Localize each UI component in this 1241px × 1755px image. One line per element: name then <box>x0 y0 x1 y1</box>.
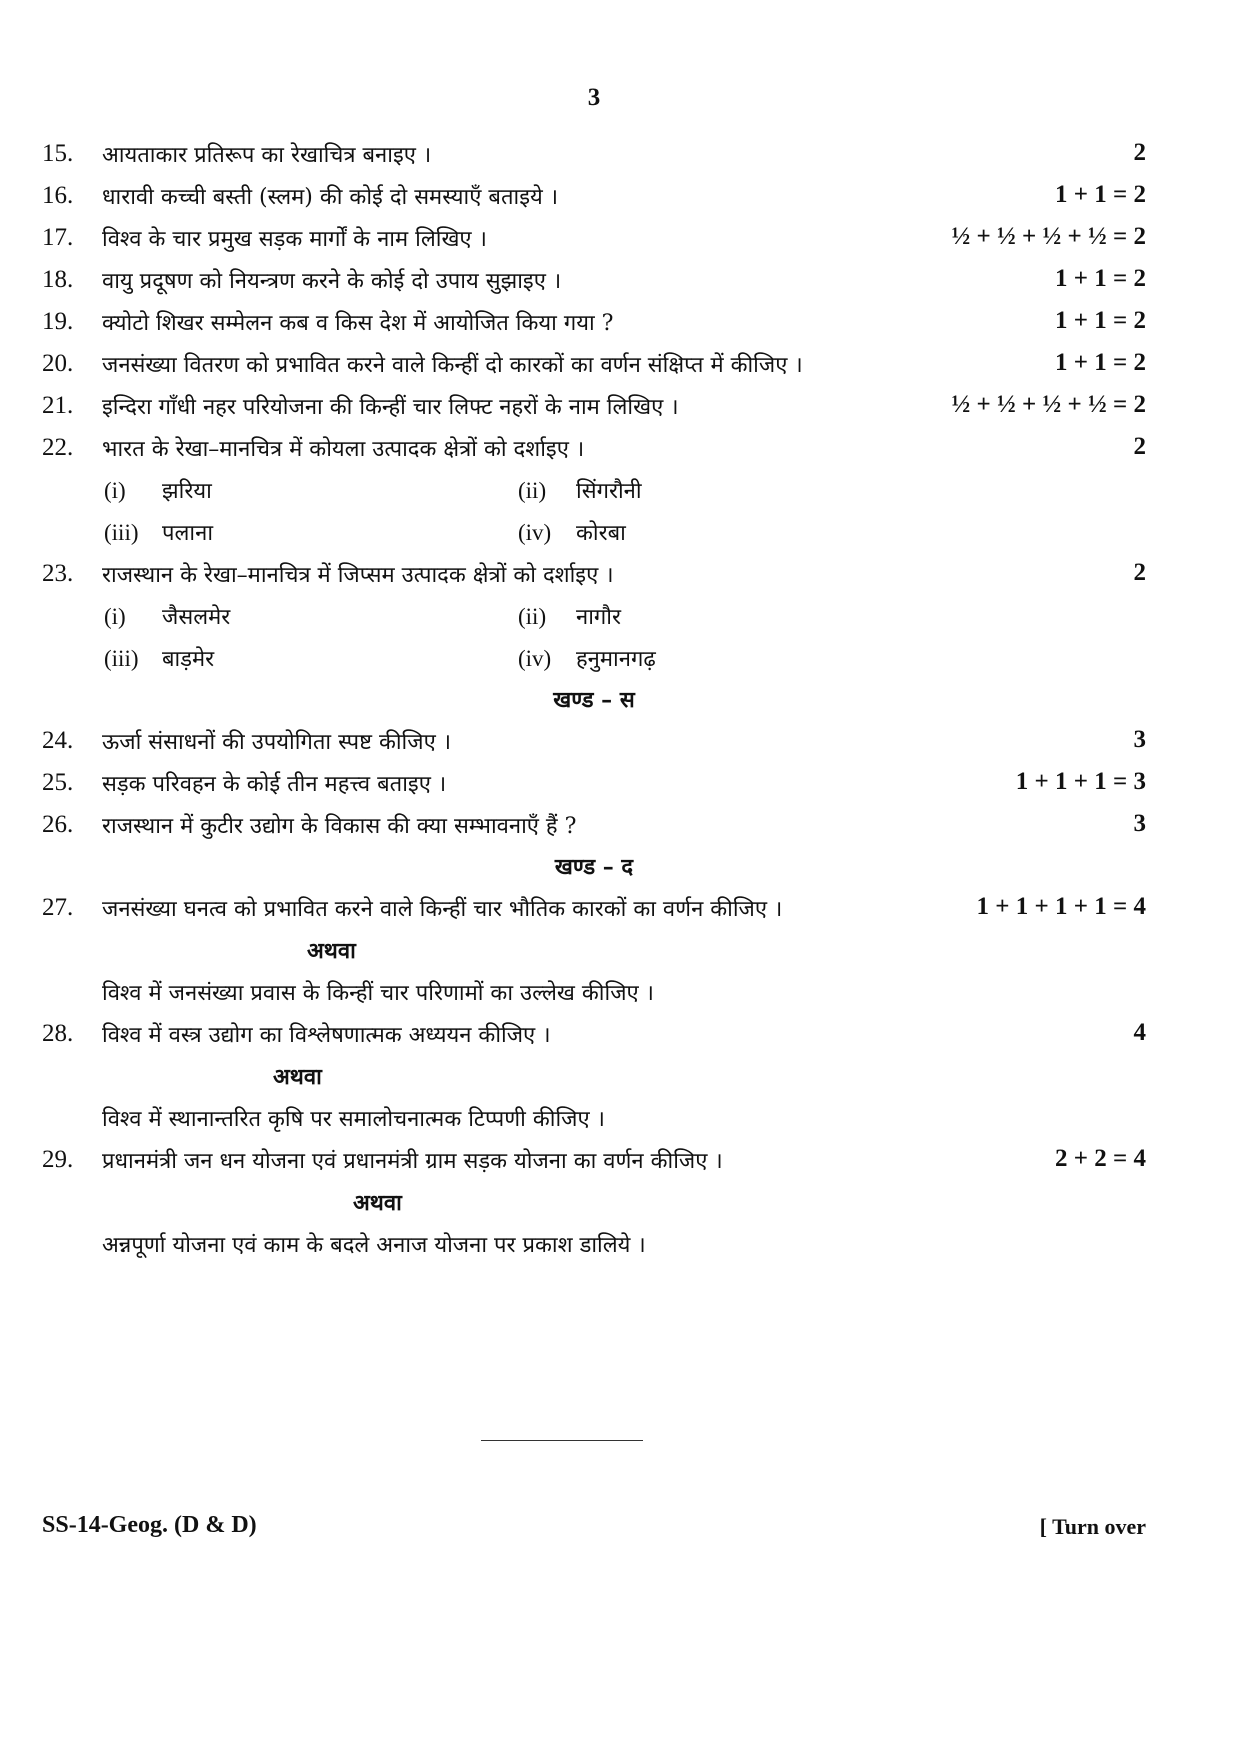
option-text: सिंगरौनी <box>576 479 642 504</box>
question-number: 28. <box>42 1020 74 1047</box>
option-number: (iii) <box>104 646 139 671</box>
option-item <box>104 643 214 673</box>
question-marks: 1 + 1 + 1 = 3 <box>1015 768 1146 795</box>
question-15 <box>0 132 1241 172</box>
options-row <box>0 510 1241 550</box>
option-item <box>104 475 212 505</box>
page-number: 3 <box>587 84 601 111</box>
question-number: 24. <box>42 727 74 754</box>
question-marks: ½ + ½ + ½ + ½ = 2 <box>951 223 1146 250</box>
option-text: बाड़मेर <box>162 647 215 672</box>
option-number: (ii) <box>518 604 547 629</box>
option-text: नागौर <box>576 605 621 630</box>
question-number: 27. <box>42 894 74 921</box>
question-text: प्रधानमंत्री जन धन योजना एवं प्रधानमंत्री ग्राम सड़क योजना का वर्णन कीजिए । <box>102 1149 723 1174</box>
option-number: (i) <box>104 478 126 503</box>
alternative-question: विश्व में स्थानान्तरित कृषि पर समालोचनात्मक टिप्पणी कीजिए । <box>102 1107 605 1132</box>
question-25 <box>0 761 1241 801</box>
question-marks: 1 + 1 + 1 + 1 = 4 <box>976 893 1146 920</box>
option-item <box>104 517 213 547</box>
question-marks: 3 <box>1133 726 1146 753</box>
question-number: 15. <box>42 140 74 167</box>
question-22 <box>0 426 1241 466</box>
question-number: 18. <box>42 266 74 293</box>
question-text: राजस्थान के रेखा–मानचित्र में जिप्सम उत्पादक क्षेत्रों को दर्शाइए । <box>102 563 614 588</box>
question-28 <box>0 1012 1241 1052</box>
question-marks: 1 + 1 = 2 <box>1055 349 1146 376</box>
question-number: 19. <box>42 308 74 335</box>
question-text: जनसंख्या घनत्व को प्रभावित करने वाले किन्हीं चार भौतिक कारकों का वर्णन कीजिए । <box>102 897 783 922</box>
question-marks: 2 <box>1133 139 1146 166</box>
question-number: 26. <box>42 811 74 838</box>
question-20 <box>0 342 1241 382</box>
question-text: जनसंख्या वितरण को प्रभावित करने वाले किन्हीं दो कारकों का वर्णन संक्षिप्त में कीजिए । <box>102 353 803 378</box>
paper-code: SS-14-Geog. (D & D) <box>42 1512 257 1538</box>
option-text: जैसलमेर <box>162 605 231 630</box>
option-number: (i) <box>104 604 126 629</box>
question-text: वायु प्रदूषण को नियन्त्रण करने के कोई दो उपाय सुझाइए । <box>102 269 562 294</box>
alternative-question: अन्नपूर्णा योजना एवं काम के बदले अनाज योजना पर प्रकाश डालिये । <box>102 1233 646 1258</box>
question-number: 23. <box>42 560 74 587</box>
question-marks: ½ + ½ + ½ + ½ = 2 <box>951 391 1146 418</box>
option-item <box>104 601 230 631</box>
options-row <box>0 594 1241 634</box>
question-17 <box>0 216 1241 256</box>
question-marks: 2 <box>1133 433 1146 460</box>
option-text: झरिया <box>162 479 212 504</box>
option-number: (iv) <box>518 520 552 545</box>
alternative-question: विश्व में जनसंख्या प्रवास के किन्हीं चार परिणामों का उल्लेख कीजिए । <box>102 981 655 1006</box>
option-item <box>518 643 656 673</box>
or-label: अथवा <box>353 1190 402 1216</box>
question-21 <box>0 384 1241 424</box>
option-number: (iii) <box>104 520 139 545</box>
question-number: 29. <box>42 1146 74 1173</box>
question-marks: 3 <box>1133 810 1146 837</box>
question-text: आयताकार प्रतिरूप का रेखाचित्र बनाइए । <box>102 143 432 168</box>
question-marks: 4 <box>1133 1019 1146 1046</box>
end-divider <box>481 1440 643 1441</box>
question-text: विश्व में वस्त्र उद्योग का विश्लेषणात्मक अध्ययन कीजिए । <box>102 1023 551 1048</box>
options-row <box>0 636 1241 676</box>
question-number: 22. <box>42 434 74 461</box>
question-number: 20. <box>42 350 74 377</box>
question-number: 17. <box>42 224 74 251</box>
question-text: ऊर्जा संसाधनों की उपयोगिता स्पष्ट कीजिए । <box>102 730 452 755</box>
options-row <box>0 468 1241 508</box>
question-text: भारत के रेखा–मानचित्र में कोयला उत्पादक क्षेत्रों को दर्शाइए । <box>102 437 585 462</box>
option-item <box>518 517 626 547</box>
question-marks: 1 + 1 = 2 <box>1055 265 1146 292</box>
option-text: हनुमानगढ़ <box>576 647 656 672</box>
question-text: राजस्थान में कुटीर उद्योग के विकास की क्या सम्भावनाएँ हैं ? <box>102 814 577 839</box>
or-label: अथवा <box>273 1064 322 1090</box>
question-text: क्योटो शिखर सम्मेलन कब व किस देश में आयोजित किया गया ? <box>102 311 614 336</box>
option-text: कोरबा <box>576 521 626 546</box>
question-text: सड़क परिवहन के कोई तीन महत्त्व बताइए । <box>102 772 447 797</box>
option-item <box>518 475 642 505</box>
question-23 <box>0 552 1241 592</box>
question-marks: 1 + 1 = 2 <box>1055 307 1146 334</box>
question-16 <box>0 174 1241 214</box>
question-number: 21. <box>42 392 74 419</box>
question-24 <box>0 719 1241 759</box>
option-item <box>518 601 621 631</box>
question-marks: 2 <box>1133 559 1146 586</box>
question-29 <box>0 1138 1241 1178</box>
section-heading-c: खण्ड – स <box>553 687 635 713</box>
question-text: धारावी कच्ची बस्ती (स्लम) की कोई दो समस्याएँ बताइये । <box>102 185 559 210</box>
question-marks: 2 + 2 = 4 <box>1055 1145 1146 1172</box>
section-heading-d: खण्ड – द <box>554 854 634 880</box>
turn-over-note: [ Turn over <box>1039 1514 1146 1539</box>
question-marks: 1 + 1 = 2 <box>1055 181 1146 208</box>
question-text: विश्व के चार प्रमुख सड़क मार्गों के नाम लिखिए । <box>102 227 487 252</box>
question-19 <box>0 300 1241 340</box>
or-label: अथवा <box>307 938 356 964</box>
question-27 <box>0 886 1241 926</box>
question-18 <box>0 258 1241 298</box>
question-text: इन्दिरा गाँधी नहर परियोजना की किन्हीं चार लिफ्ट नहरों के नाम लिखिए । <box>102 395 679 420</box>
option-number: (ii) <box>518 478 547 503</box>
question-number: 25. <box>42 769 74 796</box>
question-26 <box>0 803 1241 843</box>
option-number: (iv) <box>518 646 552 671</box>
question-number: 16. <box>42 182 74 209</box>
option-text: पलाना <box>162 521 214 546</box>
